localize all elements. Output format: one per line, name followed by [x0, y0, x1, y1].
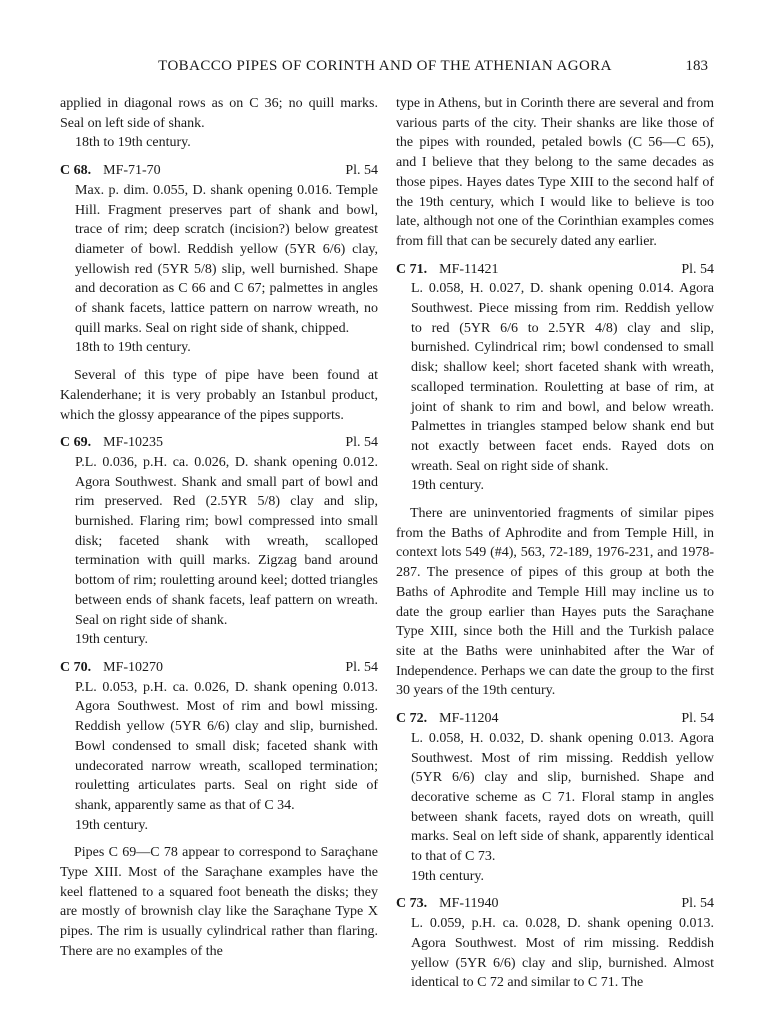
- plate-reference: Pl. 54: [345, 163, 378, 179]
- catalog-number: C 69.: [60, 435, 92, 451]
- running-title: TOBACCO PIPES OF CORINTH AND OF THE ATHENIAN AGORA: [158, 58, 612, 74]
- catalog-entry-c72-date: 19th century.: [411, 868, 484, 884]
- catalog-entry-c68-heading: [60, 161, 378, 181]
- catalog-entry-c72-heading: [396, 709, 714, 729]
- catalog-entry-c70-body: P.L. 0.053, p.H. ca. 0.026, D. shank opening 0.013. Agora Southwest. Most of rim and bowl missing. Reddish yellow (5YR 6/6) clay and slip, burnished. Bowl condensed to small disk; faceted shank with undecorated narrow wreath, scalloped termination; rouletting articulates parts. Seal on right side of shank, apparently same as that of C 34.: [75, 679, 378, 813]
- page-header: [60, 58, 710, 80]
- plate-reference: Pl. 54: [681, 896, 714, 912]
- catalog-entry-c69-body: P.L. 0.036, p.H. ca. 0.026, D. shank opening 0.012. Agora Southwest. Shank and small part of bowl and rim preserved. Red (2.5YR 5/8) clay and slip, burnished. Flaring rim; bowl compressed into small disk; faceted shank with wreath, scalloped termination with quill marks. Zigzag band around bottom of rim; rouletting around keel; dotted triangles between ends of shank facets, leaf pattern on wreath. Seal on right side of shank.: [75, 454, 378, 628]
- continued-entry-date: 18th to 19th century.: [75, 135, 191, 151]
- plate-reference: Pl. 54: [681, 711, 714, 727]
- catalog-entry-c70-heading: [60, 658, 378, 678]
- catalog-number: C 70.: [60, 659, 92, 675]
- catalog-entry-c71-body: L. 0.058, H. 0.027, D. shank opening 0.014. Agora Southwest. Piece missing from rim. Reddish yellow to red (5YR 6/6 to 2.5YR 4/8) clay and slip, burnished. Cylindrical rim; bowl condensed to small disk; shallow keel; short faceted shank with wreath, scalloped termination. Rouletting at base of rim, at joint of shank to rim and bowl, and below wreath. Palmettes in triangles stamped below shank end but not exactly between facet ends. Rayed dots on wreath. Seal on right side of shank.: [411, 281, 714, 474]
- catalog-entry-c68-date: 18th to 19th century.: [75, 340, 191, 356]
- left-column: [60, 94, 378, 962]
- inventory-number: MF-11204: [439, 711, 499, 727]
- catalog-entry-c73-body: L. 0.059, p.H. ca. 0.028, D. shank opening 0.013. Agora Southwest. Most of rim missing. Reddish yellow (5YR 6/6) clay and slip, burnished. Almost identical to C 72 and similar to C 71. The: [411, 916, 714, 991]
- catalog-entry-c73-heading: [396, 894, 714, 914]
- inventory-number: MF-11940: [439, 896, 499, 912]
- catalog-entry-c71-date: 19th century.: [411, 478, 484, 494]
- inventory-number: MF-10270: [103, 659, 164, 675]
- paragraph-kalenderhane: Several of this type of pipe have been found at Kalenderhane; it is very probably an Istanbul product, which the glossy appearance of the pipes supports.: [60, 368, 378, 423]
- inventory-number: MF-11421: [439, 261, 499, 277]
- paragraph-uninventoried: There are uninventoried fragments of similar pipes from the Baths of Aphrodite and from Temple Hill, in context lots 549 (#4), 563, 72-189, 1976-231, and 1978-287. The presence of pipes of this group at both the Baths of Aphrodite and Temple Hill may incline us to date the group earlier than Hayes puts the Saraçhane Type XIII, since both the Hill and the Turkish palace site at the Baths were uninhabited after the War of Independence. Perhaps we can date the group to the first 30 years of the 19th century.: [396, 506, 714, 699]
- plate-reference: Pl. 54: [681, 261, 714, 277]
- catalog-entry-c69-date: 19th century.: [75, 632, 148, 648]
- catalog-number: C 71.: [396, 261, 428, 277]
- catalog-number: C 68.: [60, 163, 92, 179]
- catalog-entry-c70-date: 19th century.: [75, 817, 148, 833]
- catalog-number: C 72.: [396, 711, 428, 727]
- catalog-entry-c71-heading: [396, 260, 714, 280]
- catalog-entry-c72-body: L. 0.058, H. 0.032, D. shank opening 0.013. Agora Southwest. Most of rim missing. Reddish yellow (5YR 6/6) clay and slip, burnished. Shape and decorative scheme as C 71. Floral stamp in angles between shank facets, rayed dots on wreath, quill marks. Seal on left side of shank, apparently identical to that of C 73.: [411, 730, 714, 865]
- catalog-number: C 73.: [396, 896, 428, 912]
- inventory-number: MF-71-70: [103, 163, 161, 179]
- catalog-entry-c68-body: Max. p. dim. 0.055, D. shank opening 0.016. Temple Hill. Fragment preserves part of shank and bowl, trace of rim; deep scratch (incision?) below greatest diameter of bowl. Reddish yellow (5YR 6/6) clay, yellowish red (5YR 5/8) slip, well burnished. Shape and decoration as C 66 and C 67; palmettes in angles of shank facets, lattice pattern on narrow wreath, no quill marks. Seal on right side of shank, chipped.: [75, 182, 378, 336]
- inventory-number: MF-10235: [103, 435, 164, 451]
- continued-entry-text: applied in diagonal rows as on C 36; no quill marks. Seal on left side of shank.: [60, 96, 378, 131]
- paragraph-sarachane-type-xiii: Pipes C 69—C 78 appear to correspond to Saraçhane Type XIII. Most of the Saraçhane examples have the keel flattened to a squared foot beneath the disks; they are mostly of brownish clay like the Saraçhane Type X pipes. The rim is usually cylindrical rather than flaring. There are no examples of the: [60, 845, 378, 959]
- catalog-entry-c69-heading: [60, 433, 378, 453]
- page-number: 183: [685, 58, 708, 74]
- plate-reference: Pl. 54: [345, 435, 378, 451]
- plate-reference: Pl. 54: [345, 659, 378, 675]
- right-column: [396, 94, 714, 993]
- paragraph-continued: type in Athens, but in Corinth there are several and from various parts of the city. Their shanks are like those of the pipes with rounded, petaled bowls (C 56—C 65), and I believe that they belong to the same decades as those pipes. Hayes dates Type XIII to the second half of the 19th century, which I would like to believe is too late, although not one of the Corinthian examples comes from fill that can be securely dated any earlier.: [396, 96, 714, 249]
